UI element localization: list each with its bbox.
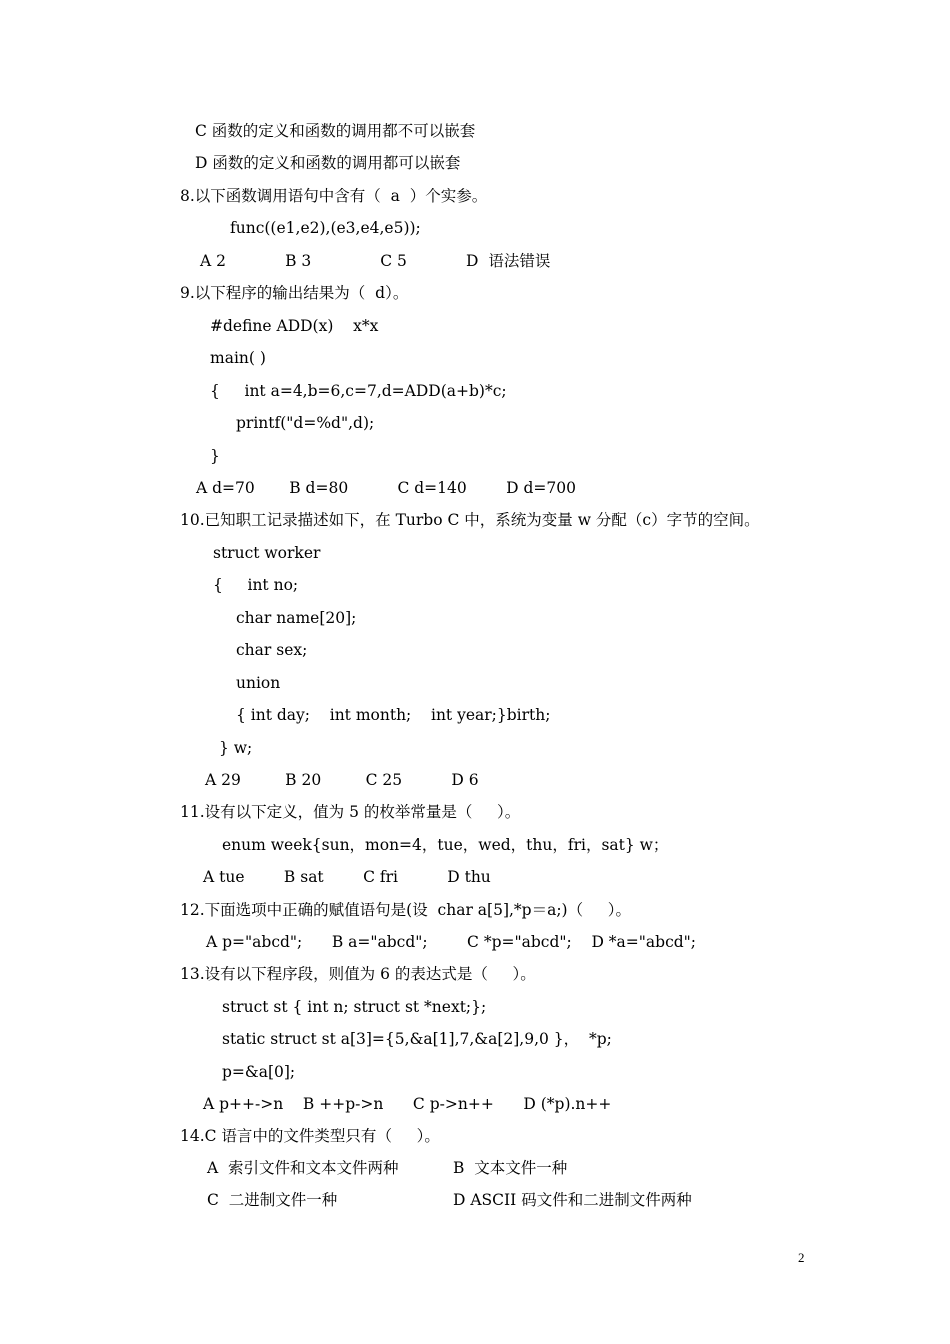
option-c-text: C 函数的定义和函数的调用都不可以嵌套 bbox=[195, 122, 476, 140]
code-line: struct worker bbox=[213, 544, 321, 562]
answer-option-c: C 二进制文件一种 bbox=[207, 1191, 338, 1209]
question-8: 8.以下函数调用语句中含有（ a ）个实参。 bbox=[180, 187, 488, 205]
page-number: 2 bbox=[798, 1250, 805, 1265]
code-line: { int a=4,b=6,c=7,d=ADD(a+b)*c; bbox=[210, 382, 507, 400]
answer-options: A p="abcd"; B a="abcd"; C *p="abcd"; D *a="abcd"; bbox=[206, 933, 697, 951]
question-14: 14.C 语言中的文件类型只有（ ）。 bbox=[180, 1127, 440, 1145]
answer-options: A 2 B 3 C 5 D 语法错误 bbox=[200, 252, 551, 270]
code-line: printf("d=%d",d); bbox=[236, 414, 375, 432]
answer-options: A p++->n B ++p->n C p->n++ D (*p).n++ bbox=[203, 1095, 612, 1113]
code-line: p=&a[0]; bbox=[222, 1063, 296, 1081]
answer-options: A tue B sat C fri D thu bbox=[203, 868, 491, 886]
code-line: main( ) bbox=[210, 349, 266, 367]
question-13: 13.设有以下程序段，则值为 6 的表达式是（ ）。 bbox=[180, 965, 536, 983]
code-line: union bbox=[236, 674, 281, 692]
question-11: 11.设有以下定义，值为 5 的枚举常量是（ ）。 bbox=[180, 803, 521, 821]
code-line: char name[20]; bbox=[236, 609, 357, 627]
code-line: } w; bbox=[219, 739, 253, 757]
code-line: char sex; bbox=[236, 641, 308, 659]
code-line: } bbox=[210, 447, 220, 465]
answer-options: A 29 B 20 C 25 D 6 bbox=[205, 771, 479, 789]
answer-option-b: B 文本文件一种 bbox=[453, 1159, 568, 1177]
code-line: { int day; int month; int year;}birth; bbox=[236, 706, 551, 724]
question-9: 9.以下程序的输出结果为（ d）。 bbox=[180, 284, 409, 302]
answer-options: A d=70 B d=80 C d=140 D d=700 bbox=[196, 479, 577, 497]
answer-option-d: D ASCII 码文件和二进制文件两种 bbox=[453, 1191, 692, 1209]
code-line: #define ADD(x) x*x bbox=[210, 317, 379, 335]
code-line: enum week{sun，mon=4，tue，wed，thu，fri，sat} w； bbox=[222, 836, 669, 854]
code-line: func((e1,e2),(e3,e4,e5)); bbox=[230, 219, 421, 237]
answer-option-a: A 索引文件和文本文件两种 bbox=[207, 1159, 399, 1177]
code-line: struct st { int n; struct st *next;}; bbox=[222, 998, 487, 1016]
question-12: 12.下面选项中正确的赋值语句是(设 char a[5],*p＝a;)（ ）。 bbox=[180, 901, 631, 919]
question-10: 10.已知职工记录描述如下，在 Turbo C 中，系统为变量 w 分配（c）字节的空间。 bbox=[180, 511, 760, 529]
option-d-text: D 函数的定义和函数的调用都可以嵌套 bbox=[195, 154, 461, 172]
code-line: static struct st a[3]={5,&a[1],7,&a[2],9,0 }， *p; bbox=[222, 1030, 612, 1048]
code-line: { int no; bbox=[213, 576, 299, 594]
